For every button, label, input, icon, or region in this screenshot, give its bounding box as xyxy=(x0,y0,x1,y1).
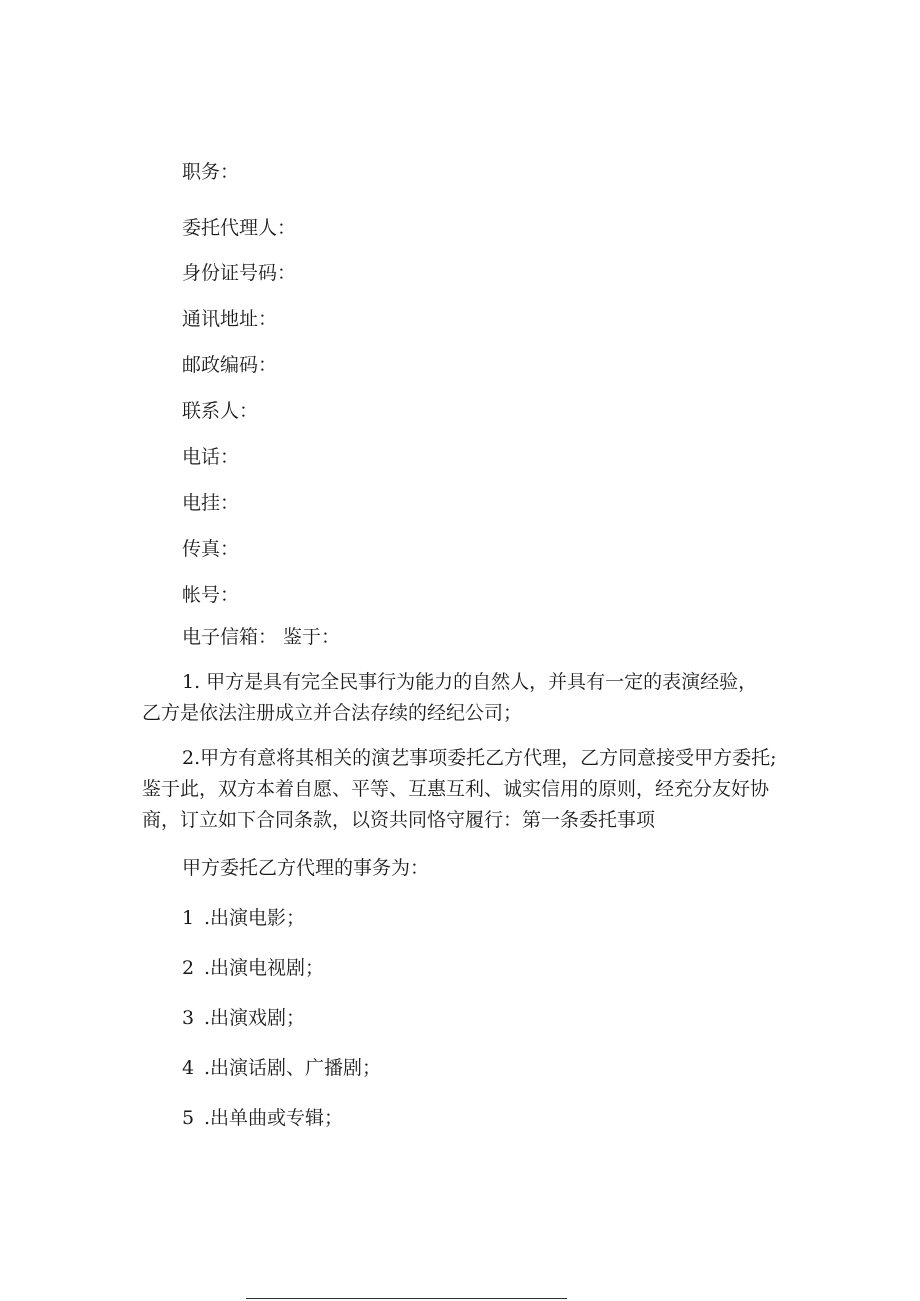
field-label: 身份证号码： xyxy=(182,262,297,284)
matters-intro: 甲方委托乙方代理的事务为： xyxy=(182,857,430,879)
list-item xyxy=(182,1055,381,1081)
field-label: 传真： xyxy=(182,538,240,560)
field-telegraph xyxy=(182,487,239,515)
field-phone xyxy=(182,441,239,469)
field-label: 电话： xyxy=(182,446,240,468)
field-position xyxy=(182,156,239,184)
list-number: 2 xyxy=(182,957,195,979)
paragraph-2-line-2: 鉴于此，双方本着自愿、平等、互惠互利、诚实信用的原则，经充分友好协 xyxy=(142,778,770,800)
field-id-number xyxy=(182,257,296,285)
list-text: .出单曲或专辑； xyxy=(204,1107,344,1129)
field-label: 电挂： xyxy=(182,492,240,514)
field-label: 联系人： xyxy=(182,400,259,422)
list-item xyxy=(182,955,324,981)
paragraph-2-line-3: 商，订立如下合同条款，以资共同恪守履行：第一条委托事项 xyxy=(142,809,656,831)
list-item xyxy=(182,1005,305,1031)
list-text: .出演话剧、广播剧； xyxy=(204,1057,382,1079)
field-label: 委托代理人： xyxy=(182,217,297,239)
field-fax xyxy=(182,533,239,561)
list-item xyxy=(182,1105,343,1131)
list-text: .出演电影； xyxy=(204,907,306,929)
field-account xyxy=(182,579,239,607)
paragraph-2-line-1: 2.甲方有意将其相关的演艺事项委托乙方代理，乙方同意接受甲方委托; xyxy=(182,747,777,769)
email-line: 电子信箱： 鉴于： xyxy=(182,626,341,648)
list-item xyxy=(182,905,305,931)
list-number: 4 xyxy=(182,1057,195,1079)
field-agent xyxy=(182,212,296,240)
list-text: .出演电视剧； xyxy=(204,957,325,979)
field-contact xyxy=(182,395,258,423)
list-number: 5 xyxy=(182,1107,195,1129)
list-text: .出演戏剧； xyxy=(204,1007,306,1029)
field-label: 帐号： xyxy=(182,584,240,606)
field-label: 通讯地址： xyxy=(182,308,278,330)
paragraph-1-line-2: 乙方是依法注册成立并合法存续的经纪公司； xyxy=(142,702,523,724)
paragraph-1-line-1: 1. 甲方是具有完全民事行为能力的自然人，并具有一定的表演经验， xyxy=(182,671,758,693)
field-postal-code xyxy=(182,349,277,377)
field-label: 邮政编码： xyxy=(182,354,278,376)
list-number: 1 xyxy=(182,907,195,929)
field-address xyxy=(182,303,277,331)
field-label: 职务： xyxy=(182,161,240,183)
list-number: 3 xyxy=(182,1007,195,1029)
